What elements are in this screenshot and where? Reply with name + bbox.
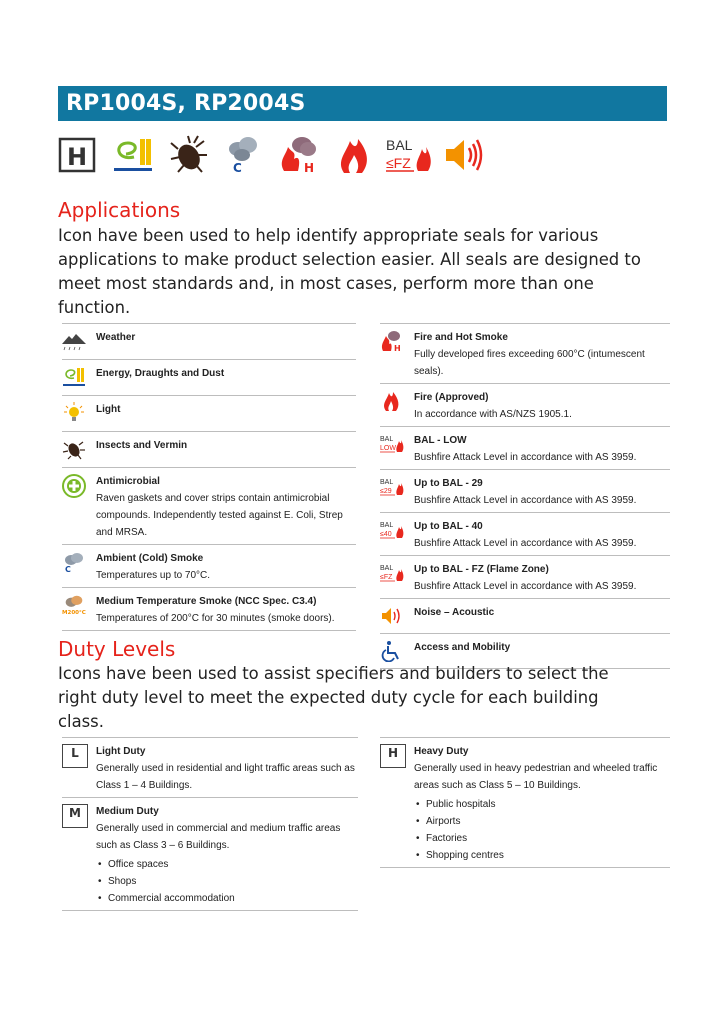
list-item: BAL ≤29 Up to BAL - 29 Bushfire Attack Level in accordance with AS 3959. (380, 469, 670, 512)
list-item: • Airports (426, 813, 670, 830)
light-duty-item: L Light Duty Generally used in residential and light traffic areas such as Class 1 – 4 Buildings. (62, 737, 358, 797)
applications-text: Icon have been used to help identify appropriate seals for various applications to make product selection easier. All seals are designed to meet most standards and, in most cases, perform more than one function. (58, 226, 641, 317)
svg-text:≤FZ: ≤FZ (380, 574, 393, 581)
svg-text:BAL: BAL (380, 522, 394, 529)
insects-icon (62, 438, 86, 460)
duty-left-list (62, 737, 358, 911)
list-item: Fire (Approved) In accordance with AS/NZS 1905.1. (380, 383, 670, 426)
list-item: C Ambient (Cold) Smoke Temperatures up to 70°C. (62, 544, 356, 587)
weather-icon (62, 330, 86, 352)
medium-duty-item: M Medium Duty Generally used in commercial and medium traffic areas such as Class 3 – 6 Buildings. • Office spaces • Shops • Commercial accommodation (62, 797, 358, 911)
fire-hot-smoke-icon (278, 135, 322, 175)
list-item: Insects and Vermin (62, 431, 356, 467)
fire-approved-icon (336, 135, 372, 175)
light-duty-l-icon: L (62, 744, 88, 768)
noise-acoustic-icon (444, 135, 484, 175)
svg-text:LOW: LOW (380, 445, 396, 452)
heavy-duty-item: H Heavy Duty Generally used in heavy pedestrian and wheeled traffic areas such as Class 5 – 10 Buildings. • Public hospitals • Airports • Factories • Shopping centres (380, 737, 670, 868)
svg-text:≤FZ: ≤FZ (386, 155, 411, 171)
list-item: • Shops (108, 873, 358, 890)
list-item: Weather (62, 323, 356, 359)
duty-right-list (380, 737, 670, 868)
product-title: RP1004S, RP2004S (66, 91, 306, 116)
fire-approved-icon (380, 390, 404, 412)
applications-left-list (62, 323, 356, 631)
svg-text:≤40: ≤40 (380, 531, 392, 538)
heavy-duty-h-icon (58, 135, 98, 175)
bal-fz-icon (380, 562, 404, 584)
fire-hot-smoke-icon (380, 330, 404, 352)
duty-levels-text: Icons have been used to assist specifiers and builders to select the right duty level to meet the expected duty cycle for each building class. (58, 664, 609, 731)
svg-text:H: H (394, 344, 401, 352)
ambient-cold-smoke-icon (224, 135, 264, 175)
list-item: • Office spaces (108, 856, 358, 873)
list-item: Access and Mobility (380, 633, 670, 669)
list-item: Noise – Acoustic (380, 598, 670, 633)
svg-text:H: H (66, 143, 88, 171)
applications-right-list (380, 323, 670, 669)
svg-text:M200°C: M200°C (62, 610, 86, 616)
list-item: BAL LOW BAL - LOW Bushfire Attack Level in accordance with AS 3959. (380, 426, 670, 469)
applications-heading: Applications (58, 198, 181, 222)
energy-draught-dust-icon (112, 135, 154, 175)
bal-low-icon (380, 433, 404, 455)
list-item: H Fire and Hot Smoke Fully developed fires exceeding 600°C (intumescent seals). (380, 323, 670, 383)
cold-smoke-icon (62, 551, 86, 573)
svg-text:BAL: BAL (386, 137, 413, 153)
list-item: Antimicrobial Raven gaskets and cover strips contain antimicrobial compounds. Independently tested against E. Coli, Strep and MRSA. (62, 467, 356, 544)
insects-vermin-icon (168, 135, 210, 175)
svg-text:C: C (65, 565, 71, 573)
list-item: BAL ≤FZ Up to BAL - FZ (Flame Zone) Bushfire Attack Level in accordance with AS 3959. (380, 555, 670, 598)
list-item: • Commercial accommodation (108, 890, 358, 907)
list-item: M200°C Medium Temperature Smoke (NCC Spec. C3.4) Temperatures of 200°C for 30 minutes (smoke doors). (62, 587, 356, 631)
list-item: BAL ≤40 Up to BAL - 40 Bushfire Attack Level in accordance with AS 3959. (380, 512, 670, 555)
medium-temp-smoke-icon (62, 594, 86, 616)
list-item: • Shopping centres (426, 847, 670, 864)
access-mobility-icon (380, 640, 404, 662)
svg-text:H: H (304, 161, 315, 175)
light-icon (62, 402, 86, 424)
bal-fz-icon (384, 135, 432, 175)
list-item: • Factories (426, 830, 670, 847)
list-item: Light (62, 395, 356, 431)
svg-text:C: C (233, 161, 242, 175)
list-item: • Public hospitals (426, 796, 670, 813)
list-item: Energy, Draughts and Dust (62, 359, 356, 395)
title-banner (58, 86, 667, 121)
noise-icon (380, 605, 404, 627)
medium-duty-m-icon: M (62, 804, 88, 828)
svg-text:BAL: BAL (380, 436, 394, 443)
energy-icon (62, 366, 86, 388)
duty-levels-heading: Duty Levels (58, 637, 176, 661)
bal-29-icon (380, 476, 404, 498)
antimicrobial-icon (62, 474, 86, 498)
heavy-duty-h-icon: H (380, 744, 406, 768)
svg-text:BAL: BAL (380, 565, 394, 572)
svg-text:≤29: ≤29 (380, 488, 392, 495)
bal-40-icon (380, 519, 404, 541)
svg-text:BAL: BAL (380, 479, 394, 486)
